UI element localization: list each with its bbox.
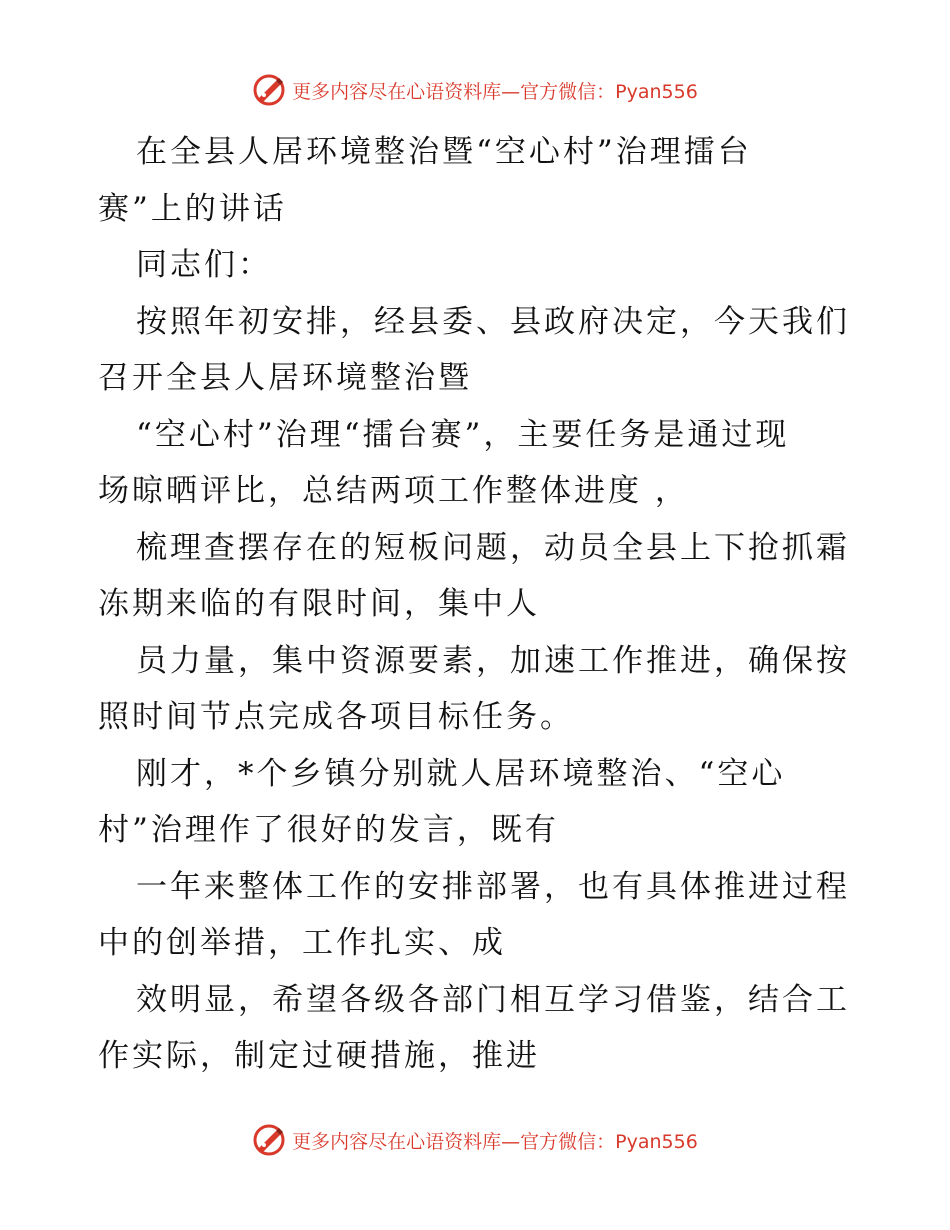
header-watermark-banner	[0, 70, 950, 110]
body-line: 召开全县人居环境整治暨	[98, 360, 472, 396]
body-line: “空心村”治理“擂台赛”，主要任务是通过现	[136, 416, 790, 453]
body-line: 刚才，*个乡镇分别就人居环境整治、“空心	[136, 755, 786, 792]
body-line: 按照年初安排，经县委、县政府决定，今天我们	[136, 303, 850, 340]
title-line-1: 在全县人居环境整治暨“空心村”治理擂台	[136, 134, 752, 170]
pen-logo-icon	[252, 1123, 286, 1157]
footer-watermark-banner	[0, 1120, 950, 1160]
salutation: 同志们：	[136, 247, 272, 283]
body-line: 冻期来临的有限时间，集中人	[98, 586, 540, 622]
document-body	[98, 124, 858, 1085]
title-line-2: 赛”上的讲话	[98, 190, 287, 227]
footer-watermark-text: 更多内容尽在心语资料库—官方微信：Pyan556	[292, 1130, 698, 1153]
body-line: 照时间节点完成各项目标任务。	[98, 699, 574, 735]
body-line: 场晾晒评比，总结两项工作整体进度 ，	[98, 473, 689, 509]
body-line: 中的创举措，工作扎实、成	[98, 925, 506, 961]
header-watermark-text: 更多内容尽在心语资料库—官方微信：Pyan556	[292, 80, 698, 103]
body-line: 员力量，集中资源要素，加速工作推进，确保按	[136, 642, 850, 679]
body-line: 效明显，希望各级各部门相互学习借鉴，结合工	[136, 981, 850, 1018]
pen-logo-icon	[252, 73, 286, 107]
body-line: 作实际，制定过硬措施，推进	[98, 1038, 540, 1074]
body-line: 梳理查摆存在的短板问题，动员全县上下抢抓霜	[136, 529, 850, 566]
body-line: 村”治理作了很好的发言，既有	[98, 812, 559, 848]
body-line: 一年来整体工作的安排部署，也有具体推进过程	[136, 868, 850, 905]
